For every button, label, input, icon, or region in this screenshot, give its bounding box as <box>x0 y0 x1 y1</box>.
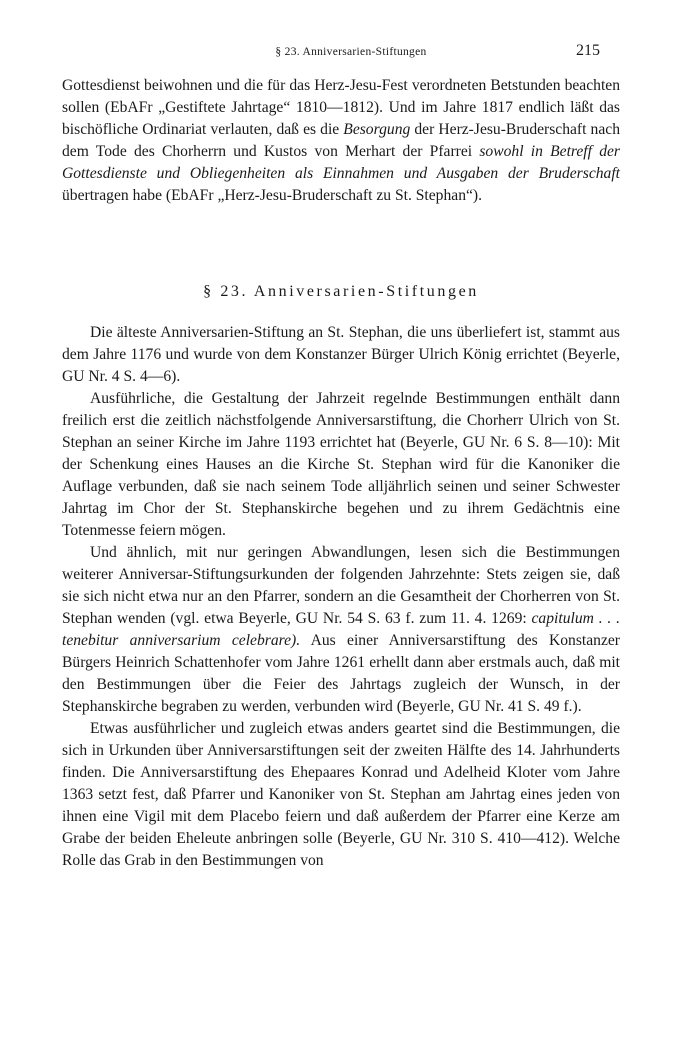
paragraph-3-text-b: Aus einer Anniversarstiftung des Konstanzer Bürgers Heinrich Schattenhofer vom Jahre 1261 erhellt dann aber erstmals auch, daß mit den Bestimmungen über die Feier des Jahrtags zugleich der Wunsch, in der Stephanskirche begraben zu werden, verbunden wird (Beyerle, GU Nr. 41 S. 49 f.). <box>62 632 620 715</box>
paragraph-3-text-a: Und ähnlich, mit nur geringen Abwandlungen, lesen sich die Bestimmungen weiterer Anniversar-Stiftungsurkunden der folgenden Jahrzehnte: Stets zeigen sie, daß sie sich nicht etwa nur an den Pfarrer, sondern an die Gesamtheit der Chorherren von St. Stephan wenden (vgl. etwa Beyerle, GU Nr. 54 S. 63 f. zum 11. 4. 1269: <box>62 544 620 627</box>
intro-emphasis-1: Besorgung <box>343 121 411 138</box>
running-head <box>52 40 650 70</box>
paragraph-2: Ausführliche, die Gestaltung der Jahrzeit regelnde Bestimmungen enthält dann freilich erst die zeitlich nächstfolgende Anniversarstiftung, die Chorherr Ulrich von St. Stephan an seiner Kirche im Jahre 1193 errichtet hat (Beyerle, GU Nr. 6 S. 8—10): Mit der Schenkung eines Hauses an die Kirche St. Stephan wird für die Kanoniker die Auflage verbunden, daß sie nach seinem Tode alljährlich seinen und seiner Schwester Jahrtag im Chor der St. Stephanskirche begehen und zu ihrem Gedächtnis eine Totenmesse feiern mögen. <box>62 390 620 539</box>
section-heading: § 23. Anniversarien-Stiftungen <box>203 283 479 300</box>
paragraph-3 <box>62 542 620 718</box>
paragraph-1: Die älteste Anniversarien-Stiftung an St. Stephan, die uns überliefert ist, stammt aus dem Jahre 1176 und wurde von dem Konstanzer Bürger Ulrich König errichtet (Beyerle, GU Nr. 4 S. 4—6). <box>62 324 620 385</box>
intro-text-1: Gottesdienst beiwohnen und die für das Herz-Jesu-Fest verordneten Betstunden beachten sollen (EbAFr „Gestiftete Jahrtage“ 1810—1812). Und im Jahre 1817 endlich läßt das bischöfliche Ordinariat verlauten, daß es die <box>62 77 620 138</box>
section-body <box>62 322 620 872</box>
page-number: 215 <box>576 42 600 59</box>
paragraph-4: Etwas ausführlicher und zugleich etwas anders geartet sind die Bestimmungen, die sich in Urkunden über Anniversarstiftungen seit der zweiten Hälfte des 14. Jahrhunderts finden. Die Anniversarstiftung des Ehepaares Konrad und Adelheid Kloter vom Jahre 1363 setzt fest, daß Pfarrer und Kanoniker von St. Stephan am Jahrtag eines jeden von ihnen eine Vigil mit dem Placebo feiern und daß außerdem der Pfarrer eine Kerze am Grabe der beiden Eheleute anbringen solle (Beyerle, GU Nr. 310 S. 410—412). Welche Rolle das Grab in den Bestimmungen von <box>62 720 620 869</box>
paragraph-3-latin-quote: capitulum . . . tenebitur anniversarium celebrare). <box>62 610 620 649</box>
intro-text <box>62 75 620 207</box>
intro-emphasis-2: sowohl in Betreff der Gottesdienste und Obliegenheiten als Einnahmen und Ausgaben der Bruderschaft <box>62 143 620 182</box>
intro-paragraph <box>62 75 620 207</box>
intro-text-3: übertragen habe (EbAFr „Herz-Jesu-Bruderschaft zu St. Stephan“). <box>62 187 483 204</box>
running-title: § 23. Anniversarien-Stiftungen <box>275 46 427 58</box>
intro-text-2: der Herz-Jesu-Bruderschaft nach dem Tode des Chorherrn und Kustos von Merhart der Pfarrei <box>62 121 620 160</box>
